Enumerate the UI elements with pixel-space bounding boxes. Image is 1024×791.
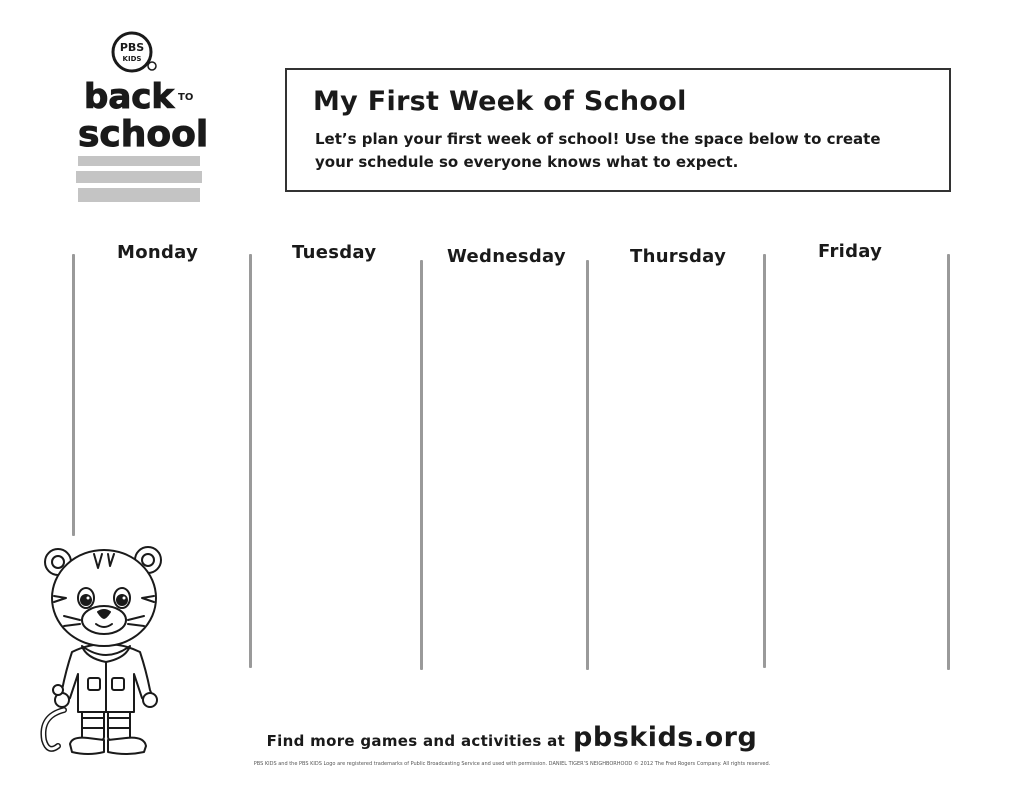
page-title: My First Week of School	[313, 86, 687, 117]
footer-url-link[interactable]: pbskids.org	[573, 722, 758, 753]
column-divider-left	[72, 254, 75, 536]
back-to-school-logo	[74, 30, 209, 210]
footer-lead-text: Find more games and activities at	[266, 732, 566, 750]
instructions-text: Let’s plan your first week of school! Use the space below to create your schedule so everyone knows what to expect.	[315, 130, 881, 171]
column-divider-4	[763, 254, 766, 668]
title-box	[285, 68, 951, 192]
footer-promo	[0, 722, 1024, 753]
day-header-wednesday: Wednesday	[447, 246, 566, 267]
column-divider-right	[947, 254, 950, 670]
kids-text: KIDS	[122, 55, 142, 63]
column-divider-3	[586, 260, 589, 670]
logo-back-text: back	[84, 77, 175, 117]
logo-school-text: school	[78, 114, 209, 155]
legal-notice: PBS KIDS and the PBS KIDS Logo are registered trademarks of Public Broadcasting Service and used with permission. DANIEL TIGER’S NEIGHBORHOOD © 2012 The Fred Rogers Company. All rights reserved.	[253, 761, 771, 767]
column-divider-2	[420, 260, 423, 670]
logo-to-text: TO	[178, 92, 194, 103]
column-divider-1	[249, 254, 252, 668]
pbs-text: PBS	[119, 41, 145, 54]
day-header-monday: Monday	[117, 242, 199, 263]
day-header-tuesday: Tuesday	[292, 242, 377, 263]
pbs-kids-logo-icon	[74, 30, 209, 210]
day-header-thursday: Thursday	[630, 246, 727, 267]
day-header-friday: Friday	[818, 241, 883, 262]
